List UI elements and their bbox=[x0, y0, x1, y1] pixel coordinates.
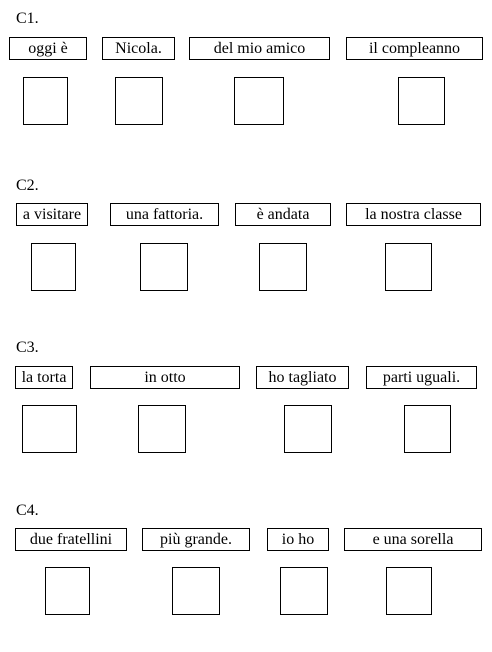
exercise-c4 bbox=[0, 492, 492, 652]
word-card: in otto bbox=[90, 366, 240, 389]
answer-box[interactable] bbox=[31, 243, 76, 291]
answer-box[interactable] bbox=[284, 405, 332, 453]
word-card: e una sorella bbox=[344, 528, 482, 551]
word-card: la torta bbox=[15, 366, 73, 389]
answer-box[interactable] bbox=[140, 243, 188, 291]
exercise-label: C3. bbox=[16, 339, 39, 356]
answer-box[interactable] bbox=[23, 77, 68, 125]
answer-box[interactable] bbox=[138, 405, 186, 453]
word-card: oggi è bbox=[9, 37, 87, 60]
word-card: Nicola. bbox=[102, 37, 175, 60]
answer-box[interactable] bbox=[234, 77, 284, 125]
answer-box[interactable] bbox=[172, 567, 220, 615]
answer-box[interactable] bbox=[385, 243, 432, 291]
answer-box[interactable] bbox=[45, 567, 90, 615]
answer-box[interactable] bbox=[115, 77, 163, 125]
word-card: la nostra classe bbox=[346, 203, 481, 226]
word-card: parti uguali. bbox=[366, 366, 477, 389]
word-card: io ho bbox=[267, 528, 329, 551]
word-card: è andata bbox=[235, 203, 331, 226]
word-card: più grande. bbox=[142, 528, 250, 551]
word-card: del mio amico bbox=[189, 37, 330, 60]
answer-box[interactable] bbox=[259, 243, 307, 291]
exercise-c2 bbox=[0, 167, 492, 327]
answer-box[interactable] bbox=[404, 405, 451, 453]
exercise-label: C1. bbox=[16, 10, 39, 27]
answer-box[interactable] bbox=[22, 405, 77, 453]
word-card: ho tagliato bbox=[256, 366, 349, 389]
answer-box[interactable] bbox=[386, 567, 432, 615]
exercise-label: C2. bbox=[16, 177, 39, 194]
word-card: una fattoria. bbox=[110, 203, 219, 226]
exercise-label: C4. bbox=[16, 502, 39, 519]
exercise-c1 bbox=[0, 0, 492, 160]
word-card: il compleanno bbox=[346, 37, 483, 60]
word-card: due fratellini bbox=[15, 528, 127, 551]
answer-box[interactable] bbox=[398, 77, 445, 125]
word-card: a visitare bbox=[16, 203, 88, 226]
answer-box[interactable] bbox=[280, 567, 328, 615]
exercise-c3 bbox=[0, 329, 492, 489]
